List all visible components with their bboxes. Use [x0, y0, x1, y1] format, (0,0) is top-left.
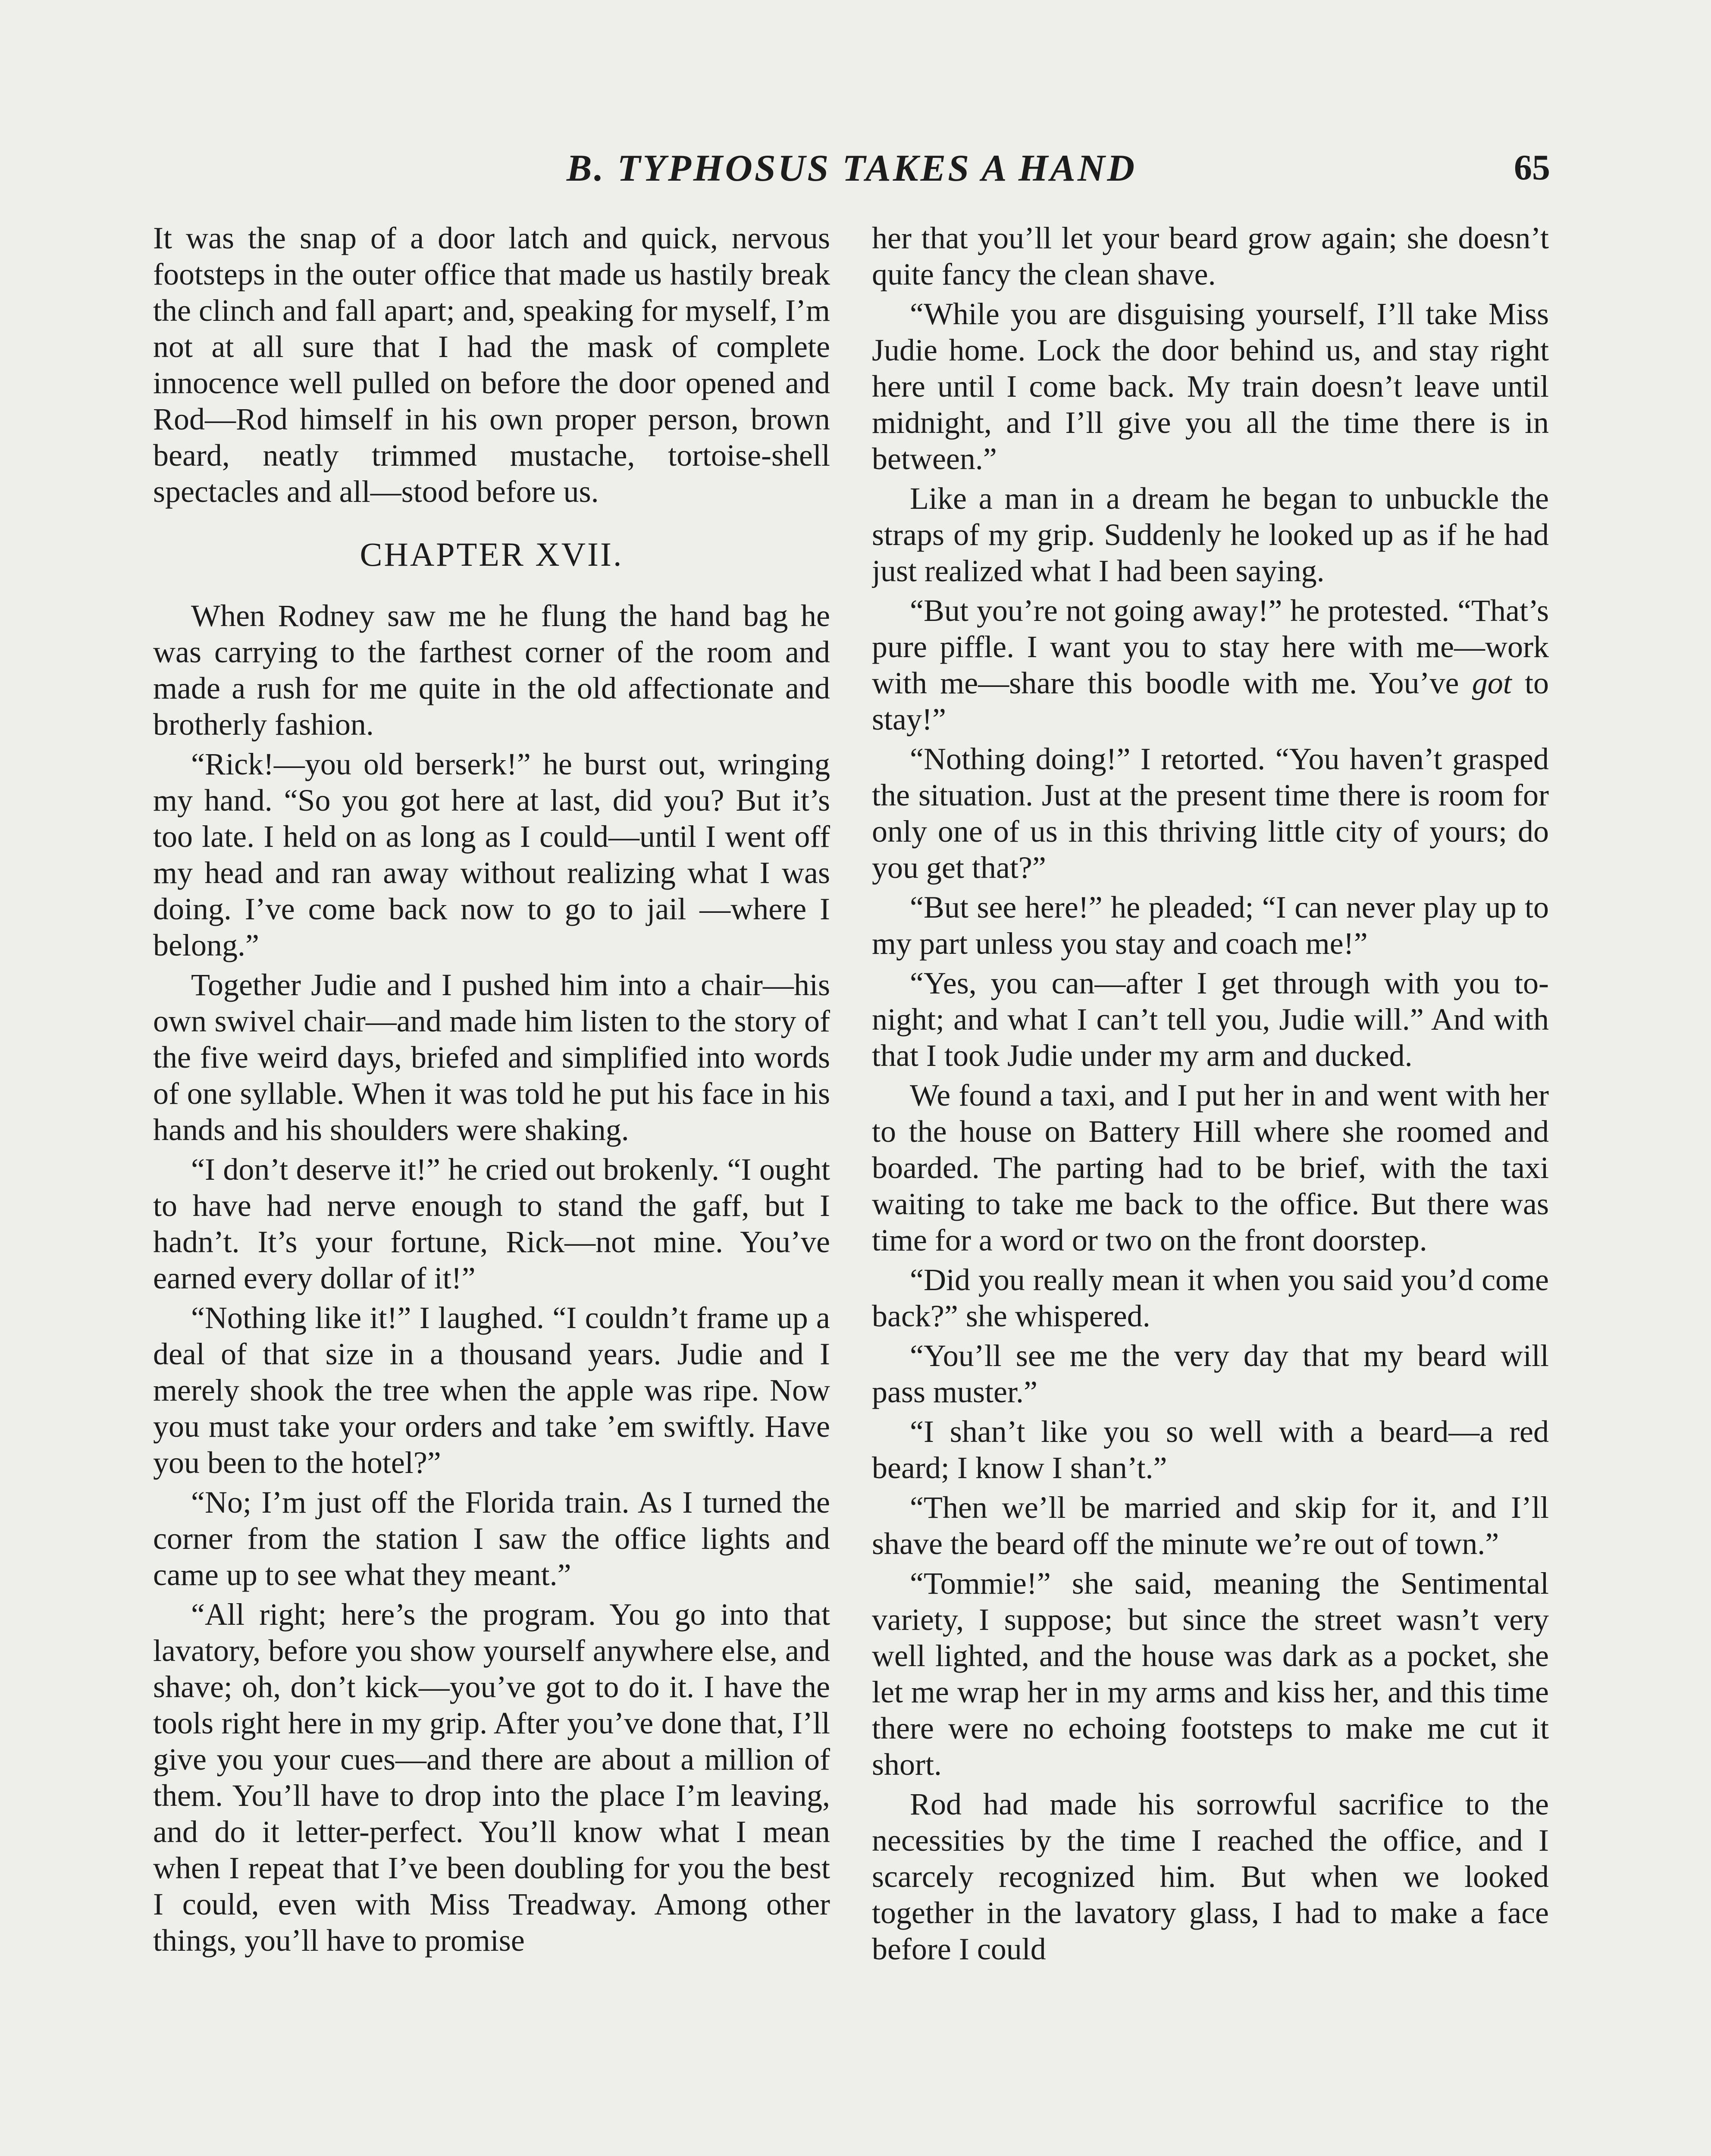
chapter-heading: CHAPTER XVII. [360, 536, 624, 573]
paragraph: “While you are disguising yourself, I’ll take Miss Judie home. Lock the door behind us, and stay right here until I come back. My train doesn’t leave until midnight, and I’ll give you all the time there is in between.” [872, 297, 1549, 476]
paragraph: “Nothing doing!” I retorted. “You haven’t grasped the situation. Just at the present time there is room for only one of us in this thriving little city of yours; do you get that?” [872, 742, 1549, 885]
page-header [153, 142, 1550, 203]
paragraph: “Nothing like it!” I laughed. “I couldn’t frame up a deal of that size in a thousand years. Judie and I merely shook the tree when the apple was ripe. Now you must take your orders and take ’em swiftly. Have you been to the hotel?” [153, 1300, 830, 1480]
paragraph-text: to stay!” [872, 666, 1549, 736]
emphasis-text: got [1472, 666, 1512, 700]
paragraph: “Tommie!” she said, meaning the Sentimental variety, I suppose; but since the street wasn’t very well lighted, and the house was dark as a pocket, she let me wrap her in my arms and kiss her, and this time there were no echoing footsteps to make me cut it short. [872, 1566, 1549, 1782]
paragraph: “Did you really mean it when you said you’d come back?” she whispered. [872, 1263, 1549, 1333]
right-column [872, 220, 1549, 2156]
paragraph-text: “But you’re not going away!” he protested. “That’s pure piffle. I want you to stay here with me—work with me—share this boodle with me. You’ve [872, 593, 1549, 700]
paragraph: When Rodney saw me he flung the hand bag he was carrying to the farthest corner of the room and made a rush for me quite in the old affectionate and brotherly fashion. [153, 599, 830, 742]
paragraph: “All right; here’s the program. You go into that lavatory, before you show yourself anywhere else, and shave; oh, don’t kick—you’ve got to do it. I have the tools right here in my grip. After you’ve done that, I’ll give you your cues—and there are about a million of them. You’ll have to drop into the place I’m leaving, and do it letter-perfect. You’ll know what I mean when I repeat that I’ve been doubling for you the best I could, even with Miss Treadway. Among other things, you’ll have to promise [153, 1597, 830, 1958]
paragraph: “But see here!” he pleaded; “I can never play up to my part unless you stay and coach me!” [872, 890, 1549, 961]
paragraph: Like a man in a dream he began to unbuckle the straps of my grip. Suddenly he looked up as if he had just realized what I had been saying. [872, 481, 1549, 588]
paragraph: We found a taxi, and I put her in and went with her to the house on Battery Hill where she roomed and boarded. The parting had to be brief, with the taxi waiting to take me back to the office. But there was time for a word or two on the front doorstep. [872, 1078, 1549, 1257]
paragraph [872, 592, 1549, 737]
paragraph: “I shan’t like you so well with a beard—a red beard; I know I shan’t.” [872, 1414, 1549, 1485]
paragraph: “Then we’ll be married and skip for it, and I’ll shave the beard off the minute we’re out of town.” [872, 1490, 1549, 1561]
paragraph: It was the snap of a door latch and quick, nervous footsteps in the outer office that made us hastily break the clinch and fall apart; and, speaking for myself, I’m not at all sure that I had the mask of complete innocence well pulled on before the door opened and Rod—Rod himself in his own proper person, brown beard, neatly trimmed mustache, tortoise-shell spectacles and all—stood before us. [153, 221, 830, 509]
left-column [153, 220, 830, 2156]
paragraph: “I don’t deserve it!” he cried out brokenly. “I ought to have had nerve enough to stand the gaff, but I hadn’t. It’s your fortune, Rick—not mine. You’ve earned every dollar of it!” [153, 1152, 830, 1295]
paragraph: “No; I’m just off the Florida train. As I turned the corner from the station I saw the office lights and came up to see what they meant.” [153, 1485, 830, 1592]
paragraph: “Yes, you can—after I get through with you to-night; and what I can’t tell you, Judie will.” And with that I took Judie under my arm and ducked. [872, 966, 1549, 1073]
page-number: 65 [1514, 147, 1550, 188]
paragraph: “Rick!—you old berserk!” he burst out, wringing my hand. “So you got here at last, did you? But it’s too late. I held on as long as I could—until I went off my head and ran away without realizing what I was doing. I’ve come back now to go to jail —where I belong.” [153, 747, 830, 962]
paragraph: her that you’ll let your beard grow again; she doesn’t quite fancy the clean shave. [872, 221, 1549, 291]
running-title: B. TYPHOSUS TAKES A HAND [566, 147, 1137, 189]
paragraph: Together Judie and I pushed him into a chair—his own swivel chair—and made him listen to the story of the five weird days, briefed and simplified into words of one syllable. When it was told he put his face in his hands and his shoulders were shaking. [153, 968, 830, 1147]
paragraph: “You’ll see me the very day that my beard will pass muster.” [872, 1338, 1549, 1409]
paragraph: Rod had made his sorrowful sacrifice to the necessities by the time I reached the office, and I scarcely recognized him. But when we looked together in the lavatory glass, I had to make a face before I could [872, 1787, 1549, 1966]
